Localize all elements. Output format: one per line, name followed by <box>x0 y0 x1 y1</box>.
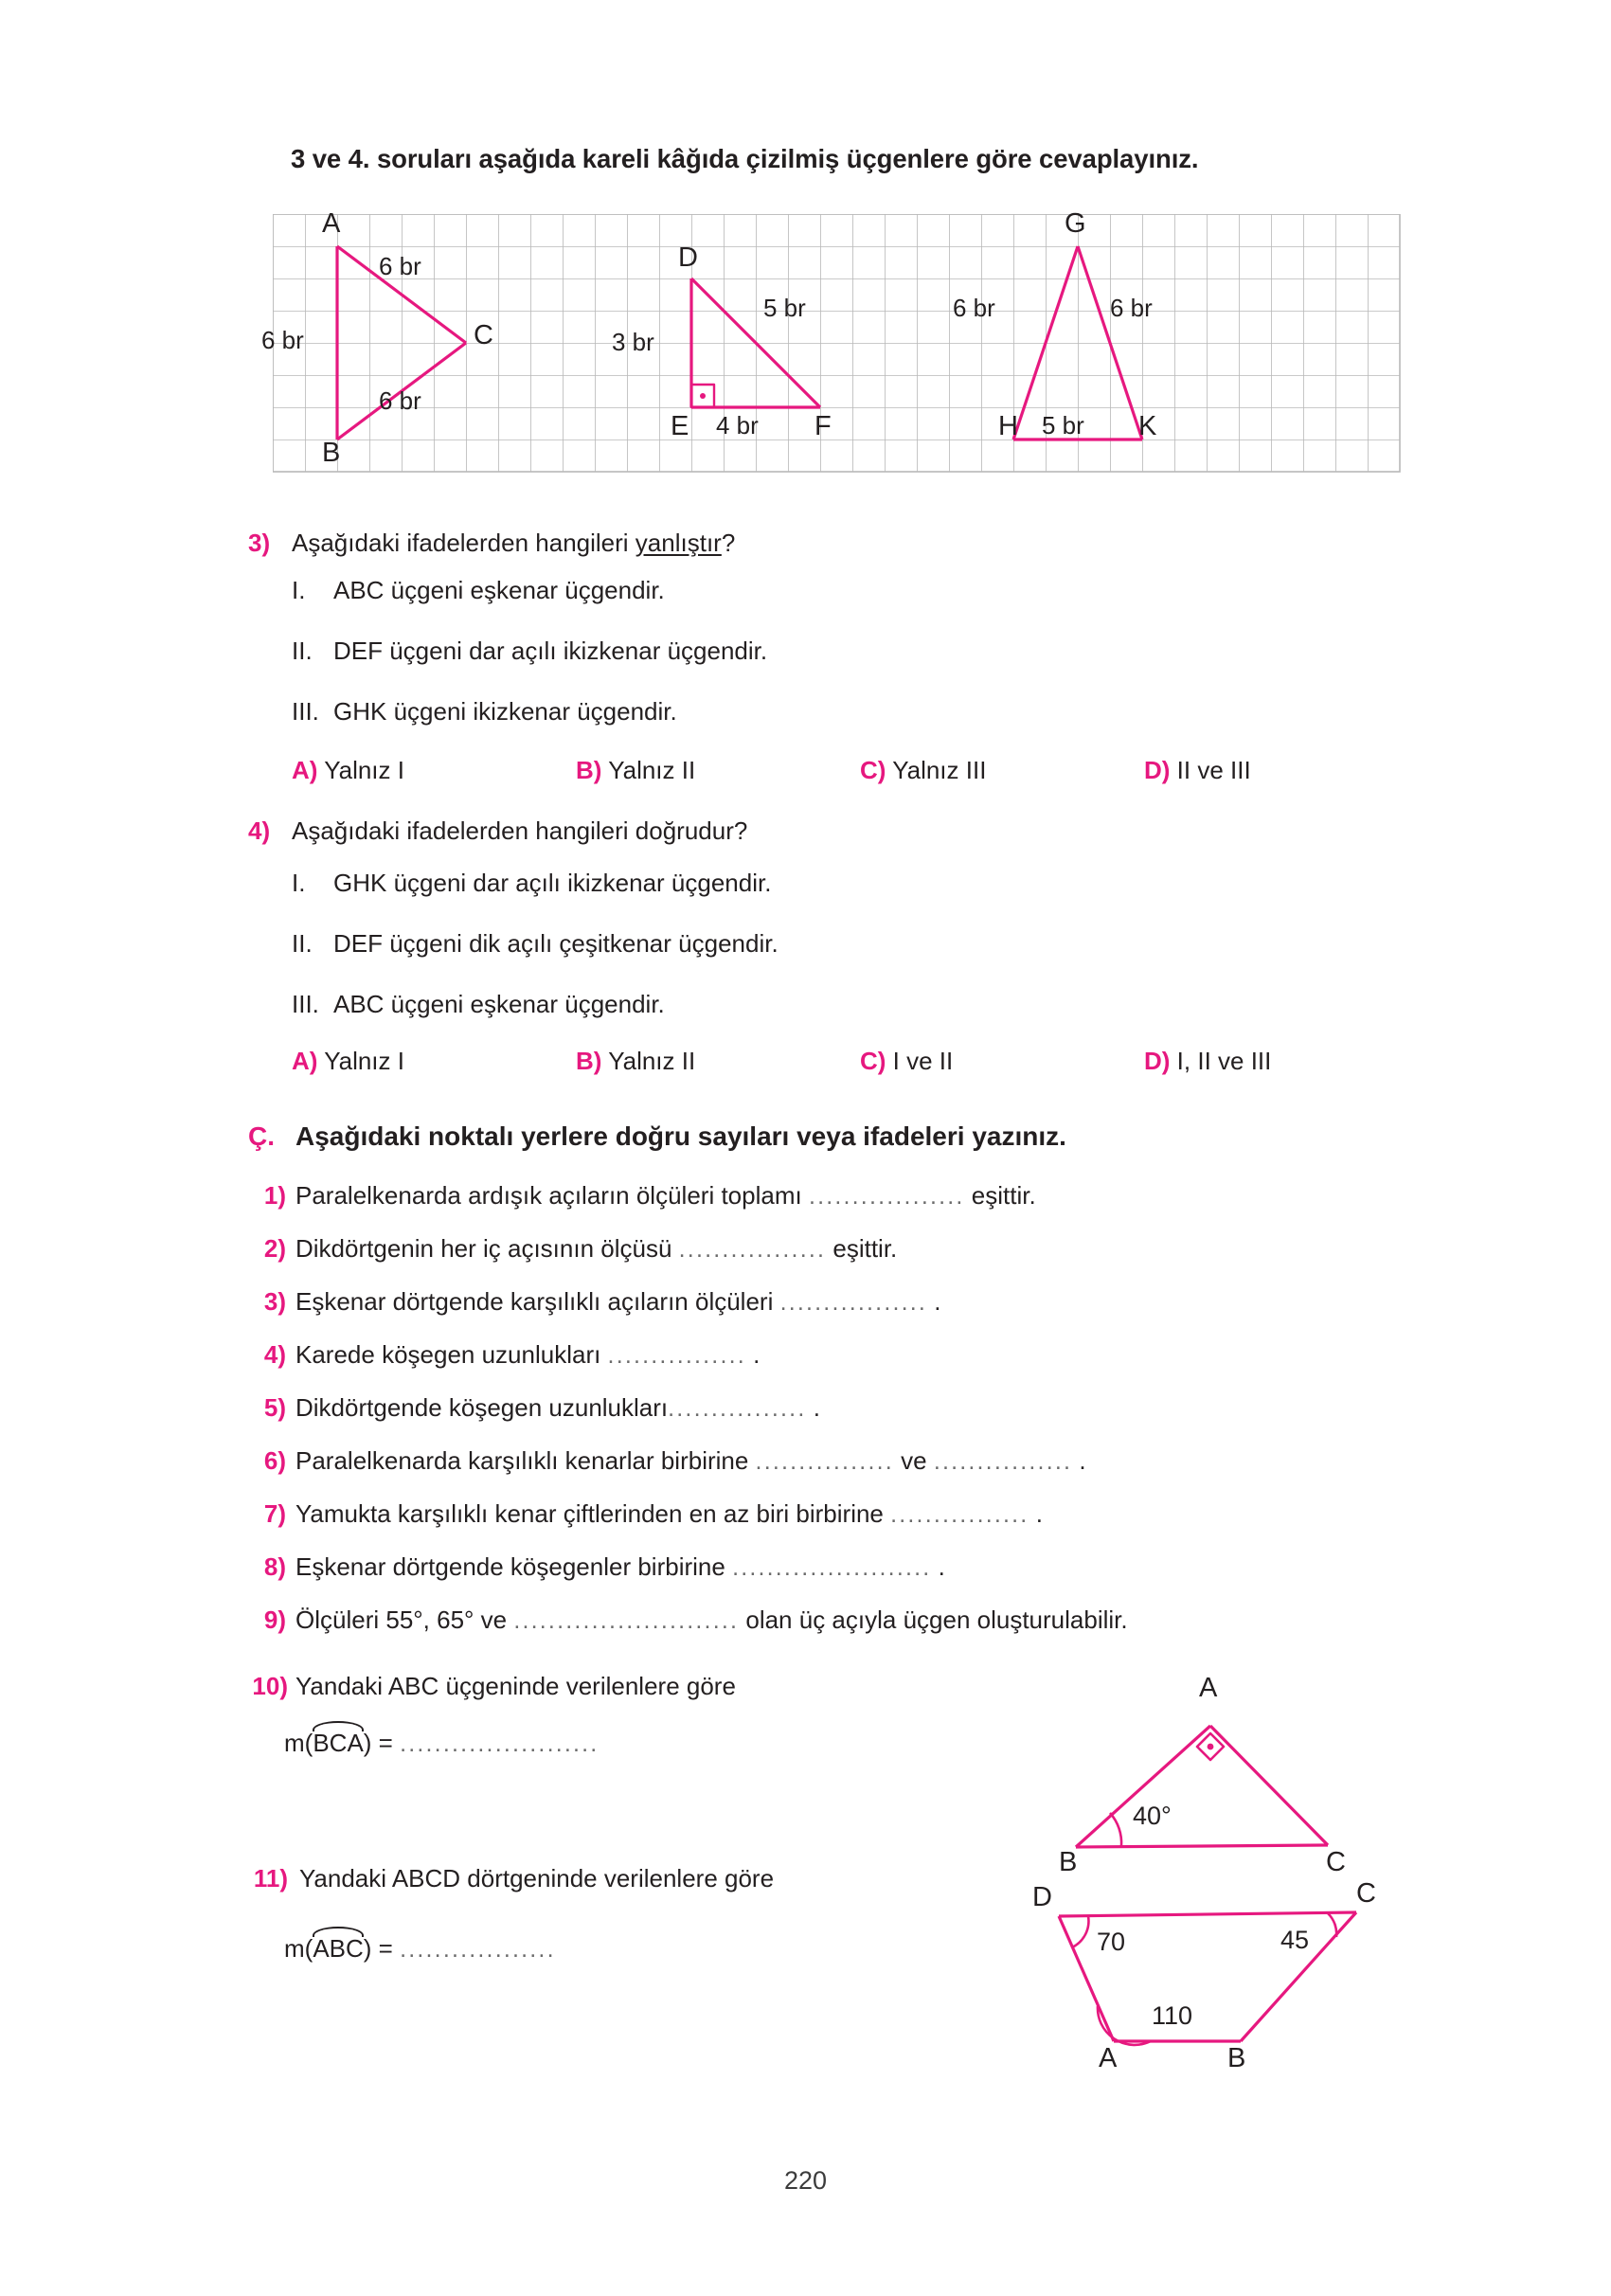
side-label-ab: 6 br <box>261 326 304 354</box>
vertex-label-h: H <box>998 411 1018 441</box>
fill-item-3 <box>295 1287 941 1317</box>
item-10-angle-b-label: 40° <box>1133 1802 1172 1830</box>
measure-prefix: m( <box>284 1729 313 1757</box>
vertex-label-b: B <box>322 438 341 468</box>
angle-notation-bca <box>313 1729 363 1758</box>
question-4-options <box>292 1047 1362 1079</box>
vertex-label-e: E <box>671 411 689 441</box>
fill-item-11-number: 11) <box>253 1864 288 1892</box>
fill-item-6-after: . <box>1072 1446 1086 1475</box>
angle-letters: BCA <box>313 1729 364 1757</box>
question-4-item-2-label: II. <box>292 929 313 958</box>
question-3-item-3 <box>292 697 677 726</box>
question-3-stem <box>292 529 735 558</box>
question-4-stem: Aşağıdaki ifadelerden hangileri doğrudur? <box>292 816 748 845</box>
fill-item-11-blank[interactable]: .................. <box>400 1936 556 1963</box>
question-4-item-1-text: GHK üçgeni dar açılı ikizkenar üçgendir. <box>333 869 772 897</box>
item-10-triangle-svg <box>1023 1667 1373 1871</box>
option-text-b: Yalnız II <box>608 756 696 784</box>
fill-item-11-measure <box>284 1934 556 1964</box>
fill-item-1-number: 1) <box>263 1181 286 1210</box>
question-3-item-2-label: II. <box>292 637 313 665</box>
fill-item-6-blank-1[interactable]: ................ <box>755 1448 894 1475</box>
fill-item-5-blank[interactable]: ................ <box>668 1395 807 1422</box>
question-4-number: 4) <box>248 816 271 845</box>
fill-item-4 <box>295 1340 760 1370</box>
item-11-angle-a-label: 110 <box>1152 2001 1193 2030</box>
fill-item-1-after: eşittir. <box>964 1181 1036 1210</box>
question-3-item-2 <box>292 637 767 666</box>
item-11-angle-c-label: 45 <box>1280 1926 1310 1954</box>
angle-letters: ABC <box>313 1934 364 1963</box>
option-text-a: Yalnız I <box>324 756 404 784</box>
option-letter-a: A) <box>292 1047 318 1075</box>
fill-item-6-middle: ve <box>893 1446 934 1475</box>
option-letter-c: C) <box>860 1047 886 1075</box>
fill-item-2-before: Dikdörtgenin her iç açısının ölçüsü <box>295 1234 679 1263</box>
fill-item-5-after: . <box>806 1393 820 1422</box>
fill-item-6-blank-2[interactable]: ................ <box>933 1448 1073 1475</box>
fill-item-5-before: Dikdörtgende köşegen uzunlukları <box>295 1393 669 1422</box>
fill-item-7-before: Yamukta karşılıklı kenar çiftlerinden en az biri birbirine <box>295 1499 891 1528</box>
fill-item-6-number: 6) <box>263 1446 286 1475</box>
item-10-triangle-figure <box>1023 1667 1373 1877</box>
item-11-quadrilateral-figure <box>1004 1871 1383 2089</box>
question-3-options <box>292 756 1362 788</box>
question-3-option-c[interactable] <box>860 756 986 785</box>
side-label-gh: 6 br <box>953 294 995 322</box>
item-11-quad-svg <box>1004 1871 1383 2089</box>
angle-arc-icon <box>313 1927 363 1937</box>
item-11-angle-d-label: 70 <box>1097 1928 1126 1956</box>
fill-item-6 <box>295 1446 1086 1476</box>
option-text-d: II ve III <box>1176 756 1251 784</box>
fill-item-10-measure <box>284 1729 599 1758</box>
measure-prefix: m( <box>284 1934 313 1963</box>
fill-item-8-after: . <box>931 1552 945 1581</box>
question-3-option-a[interactable] <box>292 756 404 785</box>
question-3-option-d[interactable] <box>1144 756 1251 785</box>
fill-item-4-blank[interactable]: ................ <box>607 1342 746 1369</box>
fill-item-8-before: Eşkenar dörtgende köşegenler birbirine <box>295 1552 733 1581</box>
fill-item-4-number: 4) <box>263 1340 286 1369</box>
vertex-label-a: A <box>322 208 341 239</box>
fill-item-4-before: Karede köşegen uzunlukları <box>295 1340 608 1369</box>
fill-item-7-after: . <box>1029 1499 1043 1528</box>
item-11-vertex-a: A <box>1099 2043 1118 2073</box>
fill-item-3-number: 3) <box>263 1287 286 1316</box>
fill-item-10-number: 10) <box>252 1672 288 1700</box>
fill-item-2-blank[interactable]: ................. <box>678 1236 827 1263</box>
item-10-vertex-a: A <box>1199 1673 1218 1703</box>
fill-item-11-text: Yandaki ABCD dörtgeninde verilenlere göre <box>299 1864 775 1892</box>
question-3-item-1-text: ABC üçgeni eşkenar üçgendir. <box>333 576 665 604</box>
fill-item-9 <box>295 1605 1128 1635</box>
question-3-stem-after: ? <box>721 529 736 557</box>
side-label-ef: 4 br <box>716 411 759 439</box>
fill-item-10-blank[interactable]: ....................... <box>400 1731 600 1757</box>
question-4-option-a[interactable] <box>292 1047 404 1076</box>
fill-item-5-number: 5) <box>263 1393 286 1422</box>
side-label-ac: 6 br <box>379 252 421 280</box>
item-11-vertex-d: D <box>1032 1882 1052 1912</box>
fill-item-2-after: eşittir. <box>826 1234 898 1263</box>
side-label-hk: 5 br <box>1042 411 1084 439</box>
vertex-label-d: D <box>678 242 698 273</box>
fill-item-6-before: Paralelkenarda karşılıklı kenarlar birbirine <box>295 1446 756 1475</box>
option-text-a: Yalnız I <box>324 1047 404 1075</box>
vertex-label-c: C <box>474 320 493 350</box>
question-3-stem-underlined: yanlıştır <box>635 529 722 557</box>
fill-item-2 <box>295 1234 897 1264</box>
question-3-item-1-label: I. <box>292 576 306 604</box>
fill-item-5 <box>295 1393 820 1423</box>
option-letter-d: D) <box>1144 756 1171 784</box>
page-number: 220 <box>783 2166 828 2195</box>
item-11-vertex-b: B <box>1227 2043 1246 2073</box>
side-label-gk: 6 br <box>1110 294 1153 322</box>
question-3-option-b[interactable] <box>576 756 695 785</box>
fill-item-8-number: 8) <box>263 1552 286 1581</box>
fill-item-10-text: Yandaki ABC üçgeninde verilenlere göre <box>295 1672 736 1700</box>
fill-item-1-before: Paralelkenarda ardışık açıların ölçüleri toplamı <box>295 1181 809 1210</box>
fill-item-1-blank[interactable]: .................. <box>808 1183 965 1210</box>
question-3-item-3-label: III. <box>292 697 319 726</box>
fill-item-9-after: olan üç açıyla üçgen oluşturulabilir. <box>739 1605 1128 1634</box>
fill-item-2-number: 2) <box>263 1234 286 1263</box>
question-4-item-3-text: ABC üçgeni eşkenar üçgendir. <box>333 990 665 1018</box>
option-letter-c: C) <box>860 756 886 784</box>
angle-notation-abc <box>313 1934 363 1964</box>
question-3-item-3-text: GHK üçgeni ikizkenar üçgendir. <box>333 697 677 726</box>
question-4-option-c[interactable] <box>860 1047 953 1076</box>
grid-figure <box>261 208 1402 485</box>
fill-item-9-before: Ölçüleri 55°, 65° ve <box>295 1605 514 1634</box>
question-4-item-1-label: I. <box>292 869 306 897</box>
option-letter-b: B) <box>576 756 602 784</box>
side-label-df: 5 br <box>763 294 806 322</box>
fill-item-8-blank[interactable]: ....................... <box>732 1554 932 1581</box>
vertex-label-f: F <box>814 411 832 441</box>
fill-item-7-number: 7) <box>263 1499 286 1528</box>
question-3-stem-before: Aşağıdaki ifadelerden hangileri <box>292 529 635 557</box>
side-label-bc: 6 br <box>379 386 421 415</box>
vertex-label-k: K <box>1138 411 1157 441</box>
item-11-vertex-c: C <box>1356 1878 1376 1909</box>
item-10-vertex-c: C <box>1326 1847 1346 1877</box>
question-4-option-b[interactable] <box>576 1047 695 1076</box>
option-text-c: I ve II <box>892 1047 954 1075</box>
side-label-de: 3 br <box>612 328 654 356</box>
fill-item-3-before: Eşkenar dörtgende karşılıklı açıların ölçüleri <box>295 1287 780 1316</box>
figure-instruction: 3 ve 4. soruları aşağıda kareli kâğıda çizilmiş üçgenlere göre cevaplayınız. <box>291 144 1199 173</box>
section-c-letter: Ç. <box>248 1121 275 1151</box>
fill-item-3-blank[interactable]: ................. <box>779 1289 928 1316</box>
section-c-title: Aşağıdaki noktalı yerlere doğru sayıları veya ifadeleri yazınız. <box>295 1121 1066 1151</box>
measure-suffix: ) = <box>363 1729 401 1757</box>
measure-suffix: ) = <box>363 1934 401 1963</box>
fill-item-7 <box>295 1499 1043 1529</box>
question-3-item-1 <box>292 576 665 605</box>
option-letter-b: B) <box>576 1047 602 1075</box>
fill-item-9-number: 9) <box>263 1605 286 1634</box>
option-text-b: Yalnız II <box>608 1047 696 1075</box>
fill-item-3-after: . <box>927 1287 941 1316</box>
vertex-label-g: G <box>1065 208 1086 239</box>
option-letter-a: A) <box>292 756 318 784</box>
option-text-c: Yalnız III <box>892 756 987 784</box>
item-10-vertex-b: B <box>1059 1847 1078 1877</box>
fill-item-9-blank[interactable]: .......................... <box>513 1607 740 1634</box>
option-letter-d: D) <box>1144 1047 1171 1075</box>
question-4-item-3 <box>292 990 665 1019</box>
question-4-item-2 <box>292 929 779 959</box>
question-3-number: 3) <box>248 529 271 557</box>
fill-item-8 <box>295 1552 945 1582</box>
angle-arc-icon <box>313 1721 363 1731</box>
question-4-item-2-text: DEF üçgeni dik açılı çeşitkenar üçgendir. <box>333 929 779 958</box>
option-text-d: I, II ve III <box>1176 1047 1272 1075</box>
question-4-item-3-label: III. <box>292 990 319 1018</box>
question-3-item-2-text: DEF üçgeni dar açılı ikizkenar üçgendir. <box>333 637 768 665</box>
grid-figure-svg <box>273 214 1402 485</box>
fill-item-7-blank[interactable]: ................ <box>890 1501 1029 1528</box>
fill-item-4-after: . <box>745 1340 761 1369</box>
fill-item-1 <box>295 1181 1036 1211</box>
question-4-option-d[interactable] <box>1144 1047 1271 1076</box>
question-4-item-1 <box>292 869 771 898</box>
